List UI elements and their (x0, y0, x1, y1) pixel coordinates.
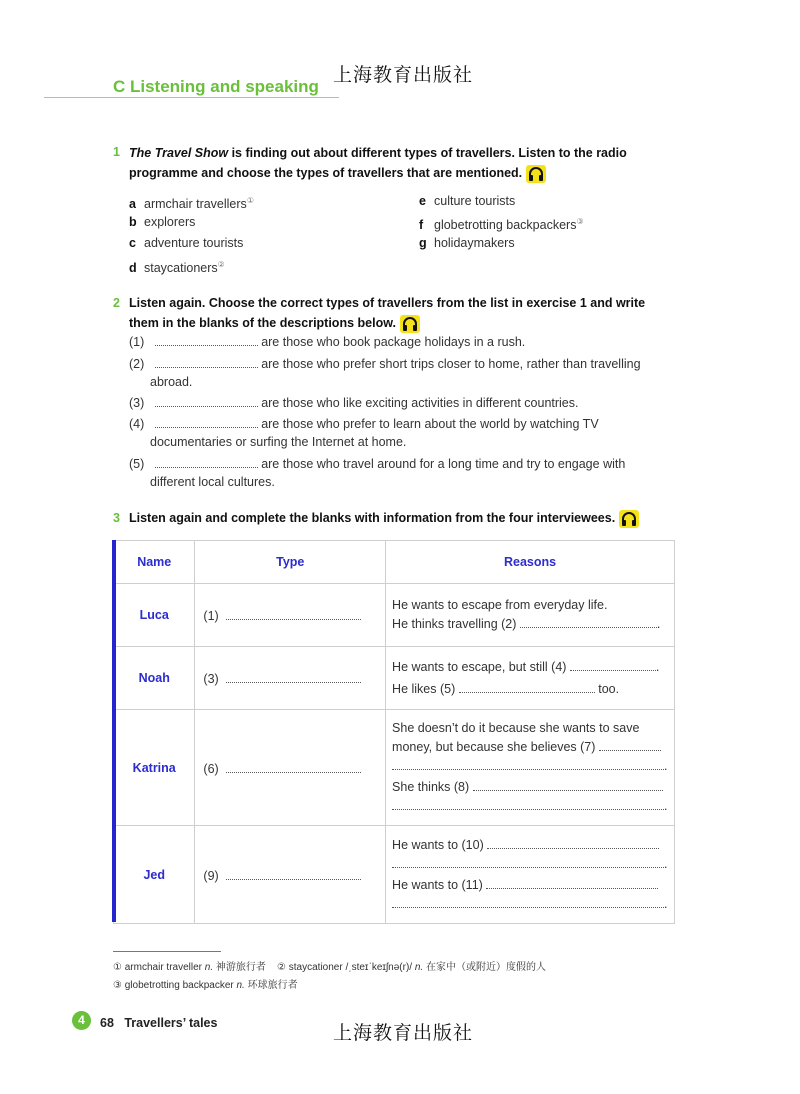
answer-blank[interactable] (392, 895, 664, 908)
headphones-icon[interactable] (526, 165, 546, 183)
publisher-watermark-bottom: 上海教育出版社 (333, 1022, 474, 1044)
headphones-icon[interactable] (400, 315, 420, 333)
unit-badge: 4 (72, 1011, 91, 1030)
question-2-prompt: Listen again. Choose the correct types of travellers from the list in exercise 1 and write them in the blanks of the descriptions below. (129, 293, 689, 333)
header-reasons: Reasons (386, 541, 675, 584)
answer-blank[interactable] (392, 797, 664, 810)
option-f: f globetrotting backpackers③ (419, 217, 584, 233)
publisher-watermark: 上海教育出版社 (333, 64, 474, 86)
table-row (114, 584, 675, 647)
table-row (114, 826, 675, 924)
answer-blank[interactable] (155, 355, 258, 368)
reasons-cell: He wants to escape from everyday life. He thinks travelling (2) . (386, 584, 675, 647)
type-cell: (9) (195, 826, 386, 924)
q2-item-3: (3) are those who like exciting activities in different countries. (129, 396, 579, 410)
q2-item-4: (4) are those who prefer to learn about the world by watching TV documentaries or surfing the Internet at home. (129, 417, 599, 449)
answer-blank[interactable] (226, 607, 361, 620)
answer-blank[interactable] (155, 394, 258, 407)
name-jed: Jed (114, 826, 195, 924)
name-katrina: Katrina (114, 710, 195, 826)
type-cell: (1) (195, 584, 386, 647)
answer-blank[interactable] (226, 760, 361, 773)
answer-blank[interactable] (226, 670, 361, 683)
page-number: 68 (100, 1016, 114, 1030)
q2-item-2: (2) are those who prefer short trips closer to home, rather than travelling abroad. (129, 357, 641, 389)
interviewee-table (113, 540, 675, 924)
question-1-prompt (129, 143, 689, 183)
header-type: Type (195, 541, 386, 584)
answer-blank[interactable] (473, 778, 663, 791)
option-a: a armchair travellers① (129, 196, 254, 212)
table-row (114, 710, 675, 826)
answer-blank[interactable] (155, 415, 258, 428)
q2-item-1: (1) are those who book package holidays in a rush. (129, 335, 526, 349)
answer-blank[interactable] (570, 658, 656, 671)
footnote-1-2: ① armchair traveller n. 神游旅行者 ② staycationer /ˌsteɪˈkeɪʃnə(r)/ n. 在家中（或附近）度假的人 (113, 962, 546, 973)
answer-blank[interactable] (459, 680, 595, 693)
table-header-row (114, 541, 675, 584)
answer-blank[interactable] (487, 836, 659, 849)
option-c: c adventure tourists (129, 236, 244, 250)
section-divider (44, 97, 339, 98)
answer-blank[interactable] (226, 867, 361, 880)
answer-blank[interactable] (392, 757, 664, 770)
name-luca: Luca (114, 584, 195, 647)
q1-line1: is finding out about different types of travellers. Listen to the radio (228, 146, 627, 160)
header-name: Name (114, 541, 195, 584)
question-3-number: 3 (113, 511, 120, 525)
type-cell: (6) (195, 710, 386, 826)
option-e: e culture tourists (419, 194, 516, 208)
answer-blank[interactable] (520, 615, 657, 628)
unit-title: Travellers’ tales (124, 1016, 218, 1030)
reasons-cell: He wants to escape, but still (4) . He likes (5) too. (386, 647, 675, 710)
page-footer (100, 1016, 217, 1030)
option-g: g holidaymakers (419, 236, 515, 250)
answer-blank[interactable] (155, 333, 258, 346)
reasons-cell: He wants to (10) . He wants to (11) . (386, 826, 675, 924)
headphones-icon[interactable] (619, 510, 639, 528)
show-title: The Travel Show (129, 146, 229, 160)
footnote-divider (113, 951, 221, 952)
name-noah: Noah (114, 647, 195, 710)
option-d: d staycationers② (129, 260, 225, 276)
type-cell: (3) (195, 647, 386, 710)
answer-blank[interactable] (486, 876, 658, 889)
question-2-number: 2 (113, 296, 120, 310)
answer-blank[interactable] (155, 455, 258, 468)
q2-item-5: (5) are those who travel around for a long time and try to engage with different local cultures. (129, 457, 626, 489)
answer-blank[interactable] (392, 855, 664, 868)
table-row (114, 647, 675, 710)
question-1-number: 1 (113, 145, 120, 159)
option-b: b explorers (129, 215, 196, 229)
answer-blank[interactable] (599, 738, 661, 751)
section-title: C Listening and speaking (113, 77, 319, 96)
question-3-prompt: Listen again and complete the blanks with information from the four interviewees. (129, 508, 689, 528)
reasons-cell: She doesn’t do it because she wants to save money, but because she believes (7) . She thinks (8) . (386, 710, 675, 826)
q1-line2: programme and choose the types of travellers that are mentioned. (129, 166, 523, 180)
table-accent-bar (112, 540, 116, 922)
footnote-3: ③ globetrotting backpacker n. 环球旅行者 (113, 980, 298, 991)
